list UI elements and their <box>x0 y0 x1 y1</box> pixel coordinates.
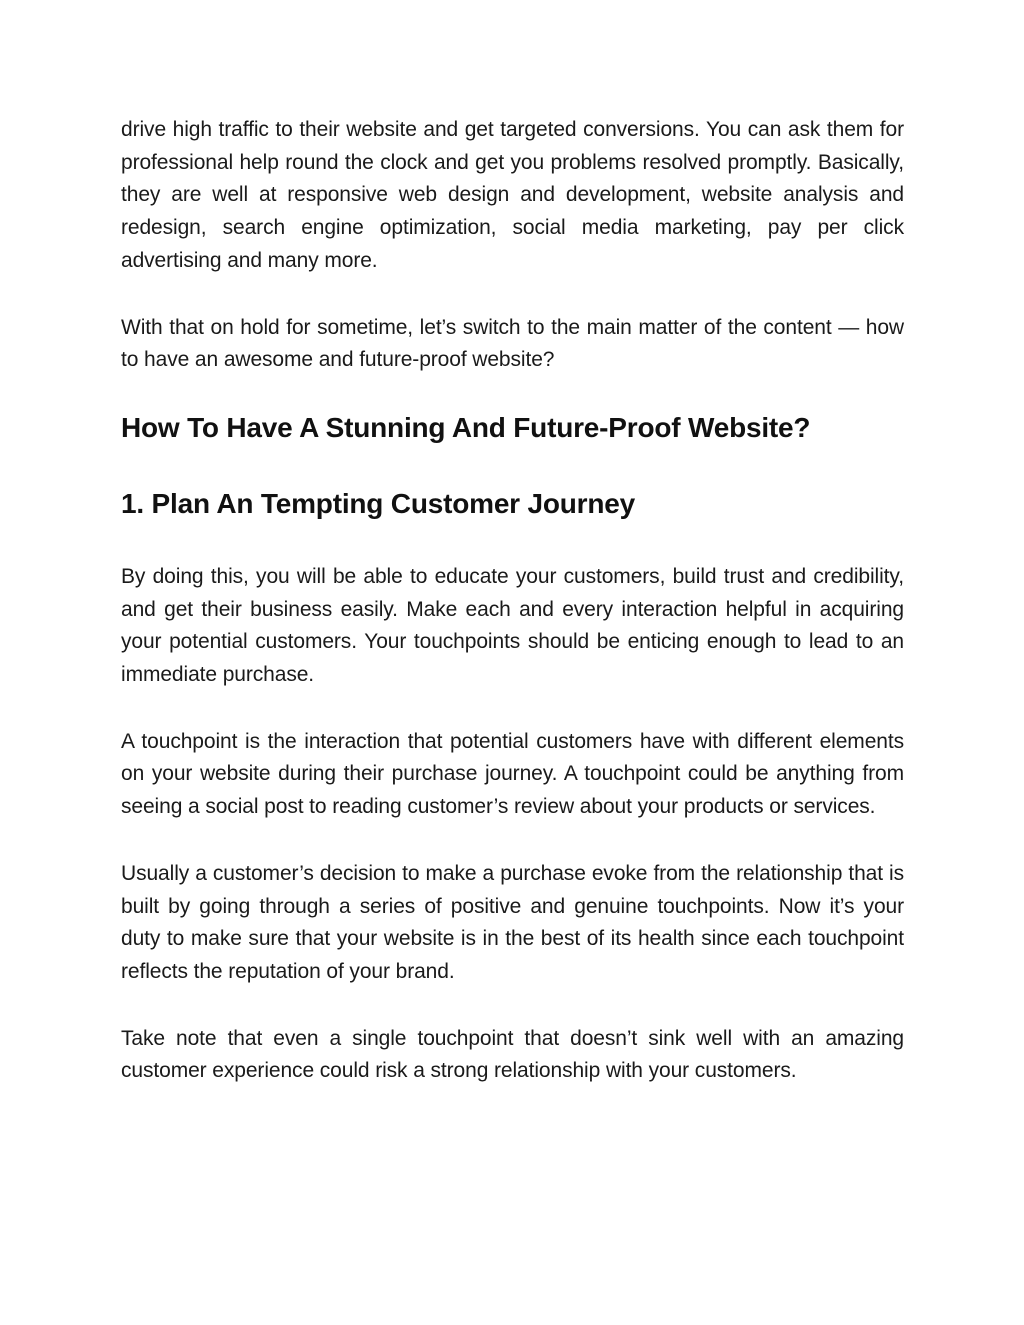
body-paragraph: By doing this, you will be able to educate your customers, build trust and credibility, and get their business easily. Make each and every interaction helpful in acquiring your potential customers. Your touchpoints should be enticing enough to lead to an immediate purchase. <box>121 564 904 687</box>
section-heading: 1. Plan An Tempting Customer Journey <box>121 487 635 519</box>
document-page <box>121 114 904 1122</box>
intro-paragraph: With that on hold for sometime, let’s switch to the main matter of the content — how to have an awesome and future-proof website? <box>121 315 904 372</box>
body-paragraph: A touchpoint is the interaction that potential customers have with different elements on your website during their purchase journey. A touchpoint could be anything from seeing a social post to reading customer’s review about your products or services. <box>121 729 904 819</box>
body-paragraph: Take note that even a single touchpoint that doesn’t sink well with an amazing customer experience could risk a strong relationship with your customers. <box>121 1026 904 1083</box>
intro-paragraph: drive high traffic to their website and get targeted conversions. You can ask them for professional help round the clock and get you problems resolved promptly. Basically, they are well at responsive web design and development, website analysis and redesign, search engine optimization, social media marketing, pay per click advertising and many more. <box>121 118 904 272</box>
main-heading: How To Have A Stunning And Future-Proof Website? <box>121 411 811 443</box>
body-paragraph: Usually a customer’s decision to make a purchase evoke from the relationship that is built by going through a series of positive and genuine touchpoints. Now it’s your duty to make sure that your website is in the best of its health since each touchpoint reflects the reputation of your brand. <box>121 861 904 983</box>
